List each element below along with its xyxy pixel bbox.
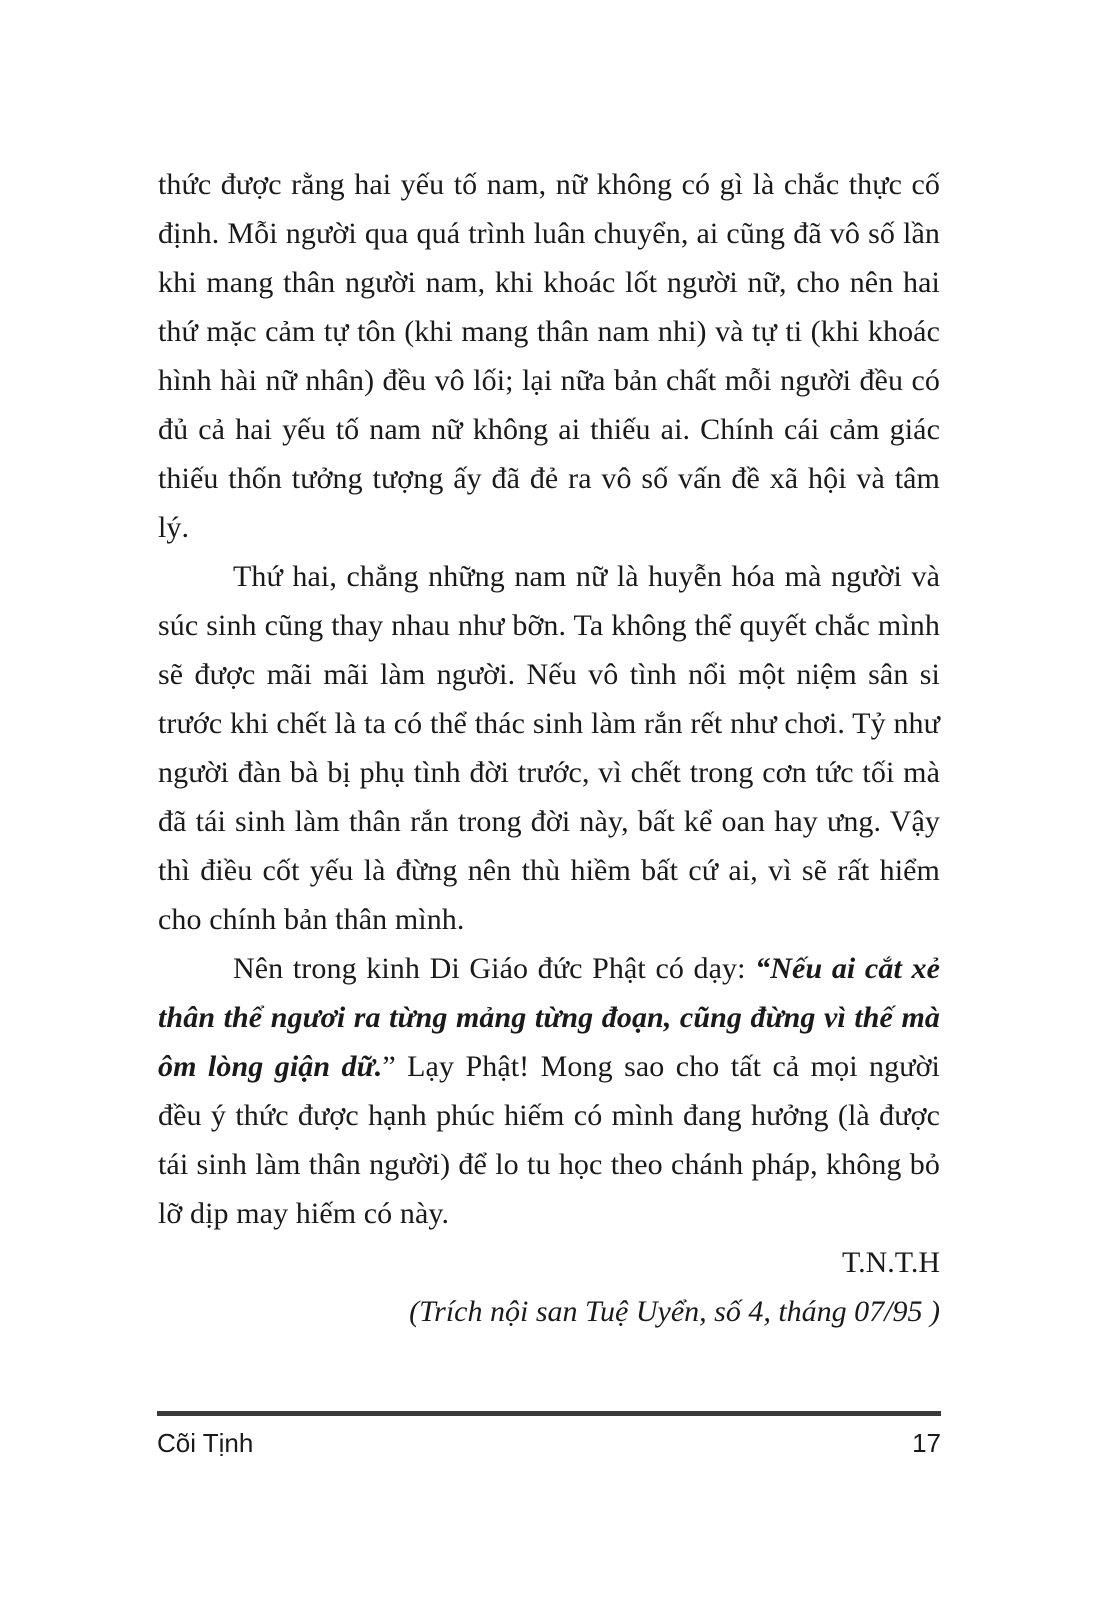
source-citation: (Trích nội san Tuệ Uyển, số 4, tháng 07/95 ) — [409, 1295, 940, 1328]
author-signature: T.N.T.H — [841, 1246, 940, 1279]
main-text — [158, 160, 940, 1238]
paragraph-3-intro: Nên trong kinh Di Giáo đức Phật có dạy: — [233, 952, 756, 985]
paragraph-3-rest: ” Lạy Phật! Mong sao cho tất cả mọi người đều ý thức được hạnh phúc hiếm có mình đang hưởng (là được tái sinh làm thân người) để lo tu học theo chánh pháp, không bỏ lỡ dịp may hiếm có này. — [158, 1050, 940, 1230]
paragraph-2: Thứ hai, chẳng những nam nữ là huyễn hóa mà người và súc sinh cũng thay nhau như bỡn. Ta không thể quyết chắc mình sẽ được mãi mãi làm người. Nếu vô tình nổi một niệm sân si trước khi chết là ta có thể thác sinh làm rắn rết như chơi. Tỷ như người đàn bà bị phụ tình đời trước, vì chết trong cơn tức tối mà đã tái sinh làm thân rắn trong đời này, bất kể oan hay ưng. Vậy thì điều cốt yếu là đừng nên thù hiềm bất cứ ai, vì sẽ rất hiểm cho chính bản thân mình. — [158, 560, 940, 936]
paragraph-1: thức được rằng hai yếu tố nam, nữ không có gì là chắc thực cố định. Mỗi người qua quá trình luân chuyển, ai cũng đã vô số lần khi mang thân người nam, khi khoác lốt người nữ, cho nên hai thứ mặc cảm tự tôn (khi mang thân nam nhi) và tự ti (khi khoác hình hài nữ nhân) đều vô lối; lại nữa bản chất mỗi người đều có đủ cả hai yếu tố nam nữ không ai thiếu ai. Chính cái cảm giác thiếu thốn tưởng tượng ấy đã đẻ ra vô số vấn đề xã hội và tâm lý. — [158, 168, 940, 544]
footer-divider — [157, 1411, 941, 1416]
footer-book-title: Cõi Tịnh — [157, 1428, 254, 1458]
paragraph-3 — [158, 944, 940, 1238]
buddha-quote: “Nếu ai cắt xẻ thân thể ngươi ra từng mảng từng đoạn, cũng đừng vì thế mà ôm lòng giận dữ. — [158, 952, 940, 1083]
page-number: 17 — [912, 1428, 941, 1458]
